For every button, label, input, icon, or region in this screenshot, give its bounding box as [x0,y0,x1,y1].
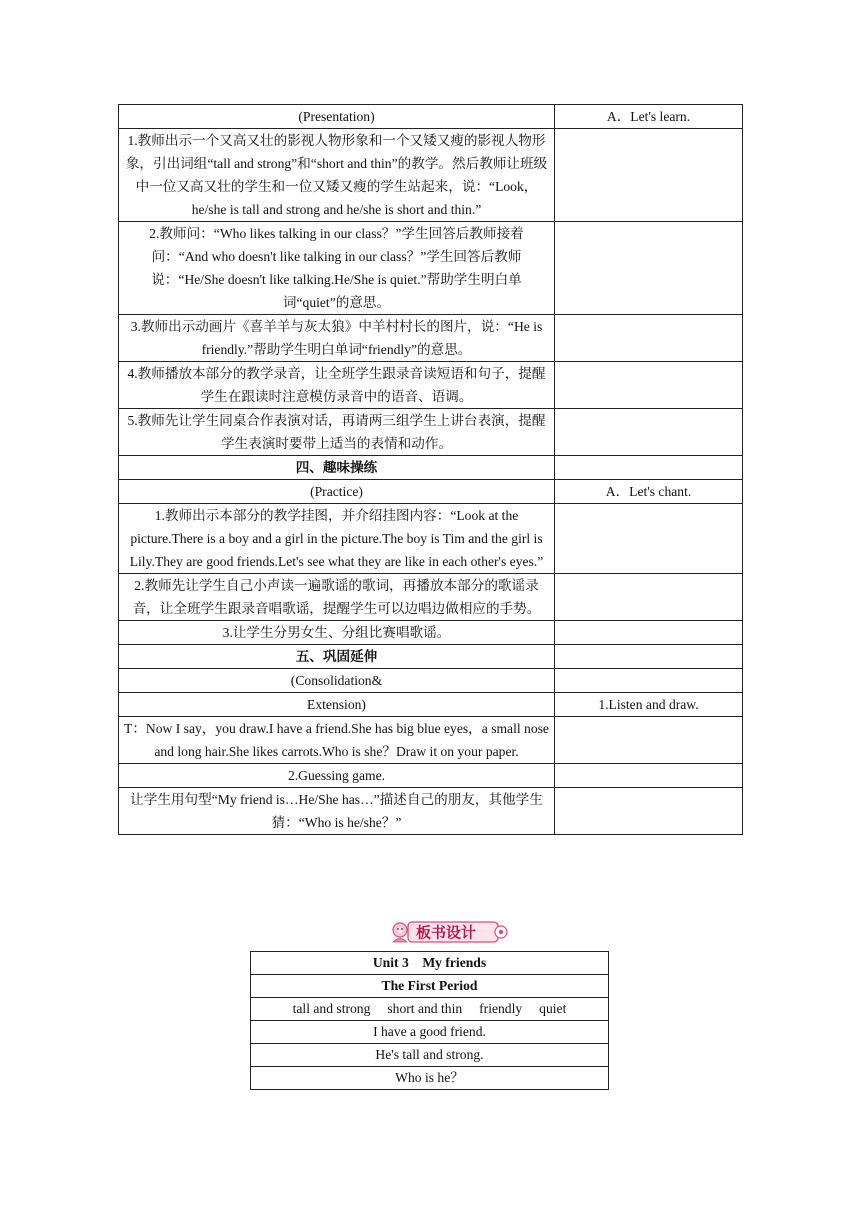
table-cell [555,788,743,835]
table-row [119,409,743,456]
table-row [119,788,743,835]
table-row [119,764,743,788]
period-title: The First Period [251,975,609,998]
table-cell: 2.教师问：“Who likes talking in our class？”学生回答后教师接着问：“And who doesn't like talking in our class？”学生回答后教师说：“He/She doesn't like talking.He/She is quiet.”帮助学生明白单词“quiet”的意思。 [119,222,555,315]
table-cell: 2.教师先让学生自己小声读一遍歌谣的歌词，再播放本部分的歌谣录音，让全班学生跟录音唱歌谣，提醒学生可以边唱边做相应的手势。 [119,574,555,621]
table-cell: (Consolidation& [119,669,555,693]
table-cell: A．Let's learn. [555,105,743,129]
board-design-banner [388,918,508,946]
table-cell: 1.教师出示本部分的教学挂图，并介绍挂图内容：“Look at the picture.There is a boy and a girl in the picture.The boy is Tim and the girl is Lily.They are good friends.Let's see what they are like in each other's eyes.” [119,504,555,574]
sentence-line: I have a good friend. [251,1021,609,1044]
board-design-banner-icon [388,918,508,946]
table-cell [555,362,743,409]
table-cell [555,456,743,480]
table-cell: A．Let's chant. [555,480,743,504]
table-row [251,1044,609,1067]
table-row [119,480,743,504]
board-design-title: 板书设计 [415,923,477,942]
unit-title: Unit 3 My friends [251,952,609,975]
table-row [119,129,743,222]
section-heading: 五、巩固延伸 [119,645,555,669]
table-row [251,975,609,998]
table-row [119,693,743,717]
table-cell: 4.教师播放本部分的教学录音，让全班学生跟录音读短语和句子，提醒学生在跟读时注意模仿录音中的语音、语调。 [119,362,555,409]
sentence-line: He's tall and strong. [251,1044,609,1067]
table-cell: 5.教师先让学生同桌合作表演对话，再请两三组学生上讲台表演，提醒学生表演时要带上适当的表情和动作。 [119,409,555,456]
lesson-procedure-table [118,104,743,835]
table-cell: 1.教师出示一个又高又壮的影视人物形象和一个又矮又瘦的影视人物形象，引出词组“tall and strong”和“short and thin”的教学。然后教师让班级中一位又高又壮的学生和一位又矮又瘦的学生站起来，说：“Look，he/she is tall and strong and he/she is short and thin.” [119,129,555,222]
vocab-line: tall and strong short and thin friendly quiet [251,998,609,1021]
section-heading: 四、趣味操练 [119,456,555,480]
table-cell [555,717,743,764]
table-cell: 1.Listen and draw. [555,693,743,717]
table-row [119,717,743,764]
table-cell [555,621,743,645]
table-row [119,456,743,480]
table-row [119,669,743,693]
table-cell [555,645,743,669]
table-row [119,362,743,409]
table-cell: 3.让学生分男女生、分组比赛唱歌谣。 [119,621,555,645]
table-row [251,1021,609,1044]
table-cell [555,574,743,621]
table-cell [555,669,743,693]
table-cell: 让学生用句型“My friend is…He/She has…”描述自己的朋友，其他学生猜：“Who is he/she？” [119,788,555,835]
board-design-table [250,951,609,1090]
table-row [119,621,743,645]
table-cell: 2.Guessing game. [119,764,555,788]
table-row [251,1067,609,1090]
table-cell: Extension) [119,693,555,717]
table-cell [555,504,743,574]
table-cell [555,409,743,456]
table-cell: (Presentation) [119,105,555,129]
table-row [251,952,609,975]
table-cell [555,222,743,315]
table-row [119,315,743,362]
table-cell: T：Now I say，you draw.I have a friend.She has big blue eyes，a small nose and long hair.She likes carrots.Who is she？Draw it on your paper. [119,717,555,764]
table-row [119,504,743,574]
table-row [251,998,609,1021]
table-cell: (Practice) [119,480,555,504]
table-row [119,105,743,129]
table-row [119,222,743,315]
table-cell [555,315,743,362]
table-cell [555,764,743,788]
table-cell: 3.教师出示动画片《喜羊羊与灰太狼》中羊村村长的图片，说：“He is friendly.”帮助学生明白单词“friendly”的意思。 [119,315,555,362]
sentence-line: Who is he？ [251,1067,609,1090]
table-row [119,645,743,669]
table-row [119,574,743,621]
table-cell [555,129,743,222]
